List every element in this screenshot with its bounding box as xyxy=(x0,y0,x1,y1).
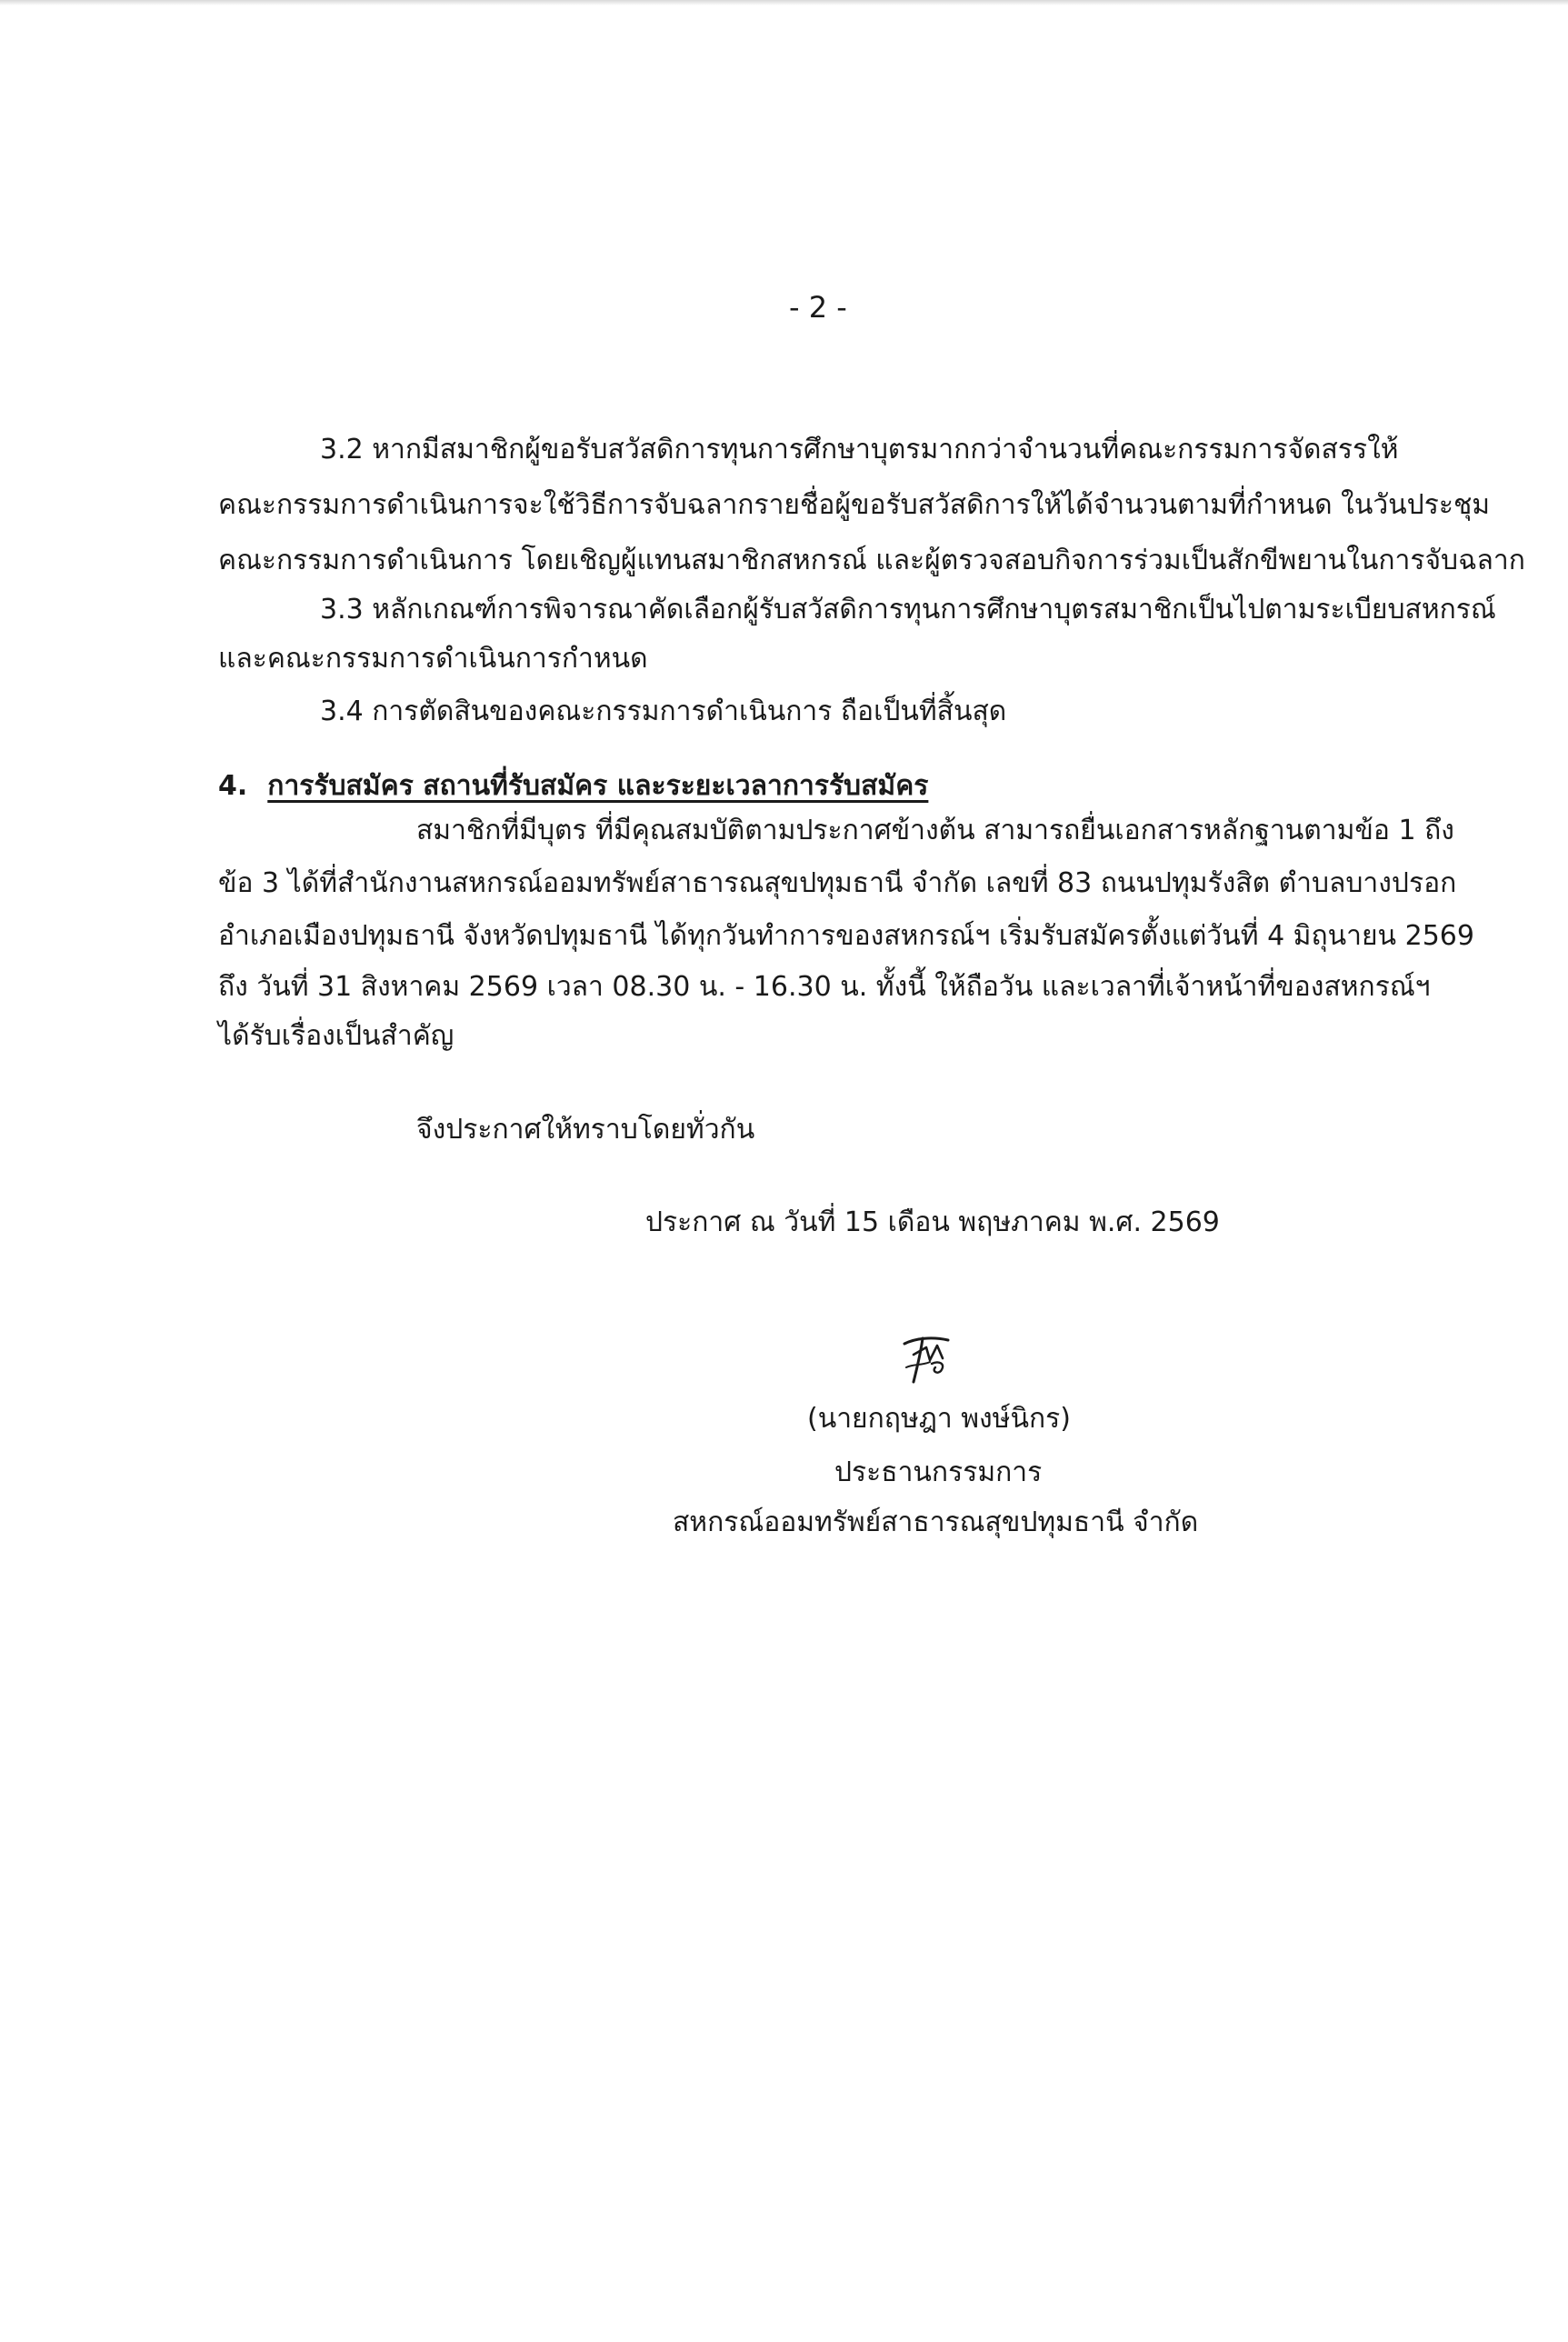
scan-edge xyxy=(0,0,1568,5)
section-4-line-4: ถึง วันที่ 31 สิงหาคม 2569 เวลา 08.30 น. - 16.30 น. ทั้งนี้ ให้ถือวัน และเวลาที่เจ้าหน้าที่ของสหกรณ์ฯ xyxy=(218,971,1431,1003)
closing-statement: จึงประกาศให้ทราบโดยทั่วกัน xyxy=(416,1114,755,1146)
section-4-number: 4. xyxy=(218,770,248,802)
section-4-line-2: ข้อ 3 ได้ที่สำนักงานสหกรณ์ออมทรัพย์สาธารณสุขปทุมธานี จำกัด เลขที่ 83 ถนนปทุมรังสิต ตำบลบางปรอก xyxy=(218,867,1457,899)
handwritten-signature xyxy=(895,1327,959,1391)
section-4-line-1: สมาชิกที่มีบุตร ที่มีคุณสมบัติตามประกาศข้างต้น สามารถยื่นเอกสารหลักฐานตามข้อ 1 ถึง xyxy=(416,815,1454,846)
item-3-2-line-3: คณะกรรมการดำเนินการ โดยเชิญผู้แทนสมาชิกสหกรณ์ และผู้ตรวจสอบกิจการร่วมเป็นสักขีพยานในการจับฉลาก xyxy=(218,545,1525,576)
signatory-name: (นายกฤษฎา พงษ์นิกร) xyxy=(807,1403,1071,1435)
item-3-3-line-1: 3.3 หลักเกณฑ์การพิจารณาคัดเลือกผู้รับสวัสดิการทุนการศึกษาบุตรสมาชิกเป็นไปตามระเบียบสหกรณ์ xyxy=(320,594,1496,626)
item-3-4-line-1: 3.4 การตัดสินของคณะกรรมการดำเนินการ ถือเป็นที่สิ้นสุด xyxy=(320,696,1007,727)
announcement-date: ประกาศ ณ วันที่ 15 เดือน พฤษภาคม พ.ศ. 2569 xyxy=(645,1206,1220,1238)
page-number: - 2 - xyxy=(789,290,847,325)
signatory-title: ประธานกรรมการ xyxy=(834,1456,1043,1488)
item-3-2-line-2: คณะกรรมการดำเนินการจะใช้วิธีการจับฉลากรายชื่อผู้ขอรับสวัสดิการให้ได้จำนวนตามที่กำหนด ในวันประชุม xyxy=(218,489,1491,521)
signatory-organization: สหกรณ์ออมทรัพย์สาธารณสุขปทุมธานี จำกัด xyxy=(673,1506,1199,1538)
section-4-line-5: ได้รับเรื่องเป็นสำคัญ xyxy=(218,1020,454,1052)
section-4-line-3: อำเภอเมืองปทุมธานี จังหวัดปทุมธานี ได้ทุกวันทำการของสหกรณ์ฯ เริ่มรับสมัครตั้งแต่วันที่ 4 มิถุนายน 2569 xyxy=(218,920,1474,952)
section-4-heading-text: การรับสมัคร สถานที่รับสมัคร และระยะเวลาการรับสมัคร xyxy=(267,770,929,802)
section-4-heading xyxy=(218,768,928,805)
item-3-3-line-2: และคณะกรรมการดำเนินการกำหนด xyxy=(218,643,648,675)
item-3-2-line-1: 3.2 หากมีสมาชิกผู้ขอรับสวัสดิการทุนการศึกษาบุตรมากกว่าจำนวนที่คณะกรรมการจัดสรรให้ xyxy=(320,434,1399,465)
